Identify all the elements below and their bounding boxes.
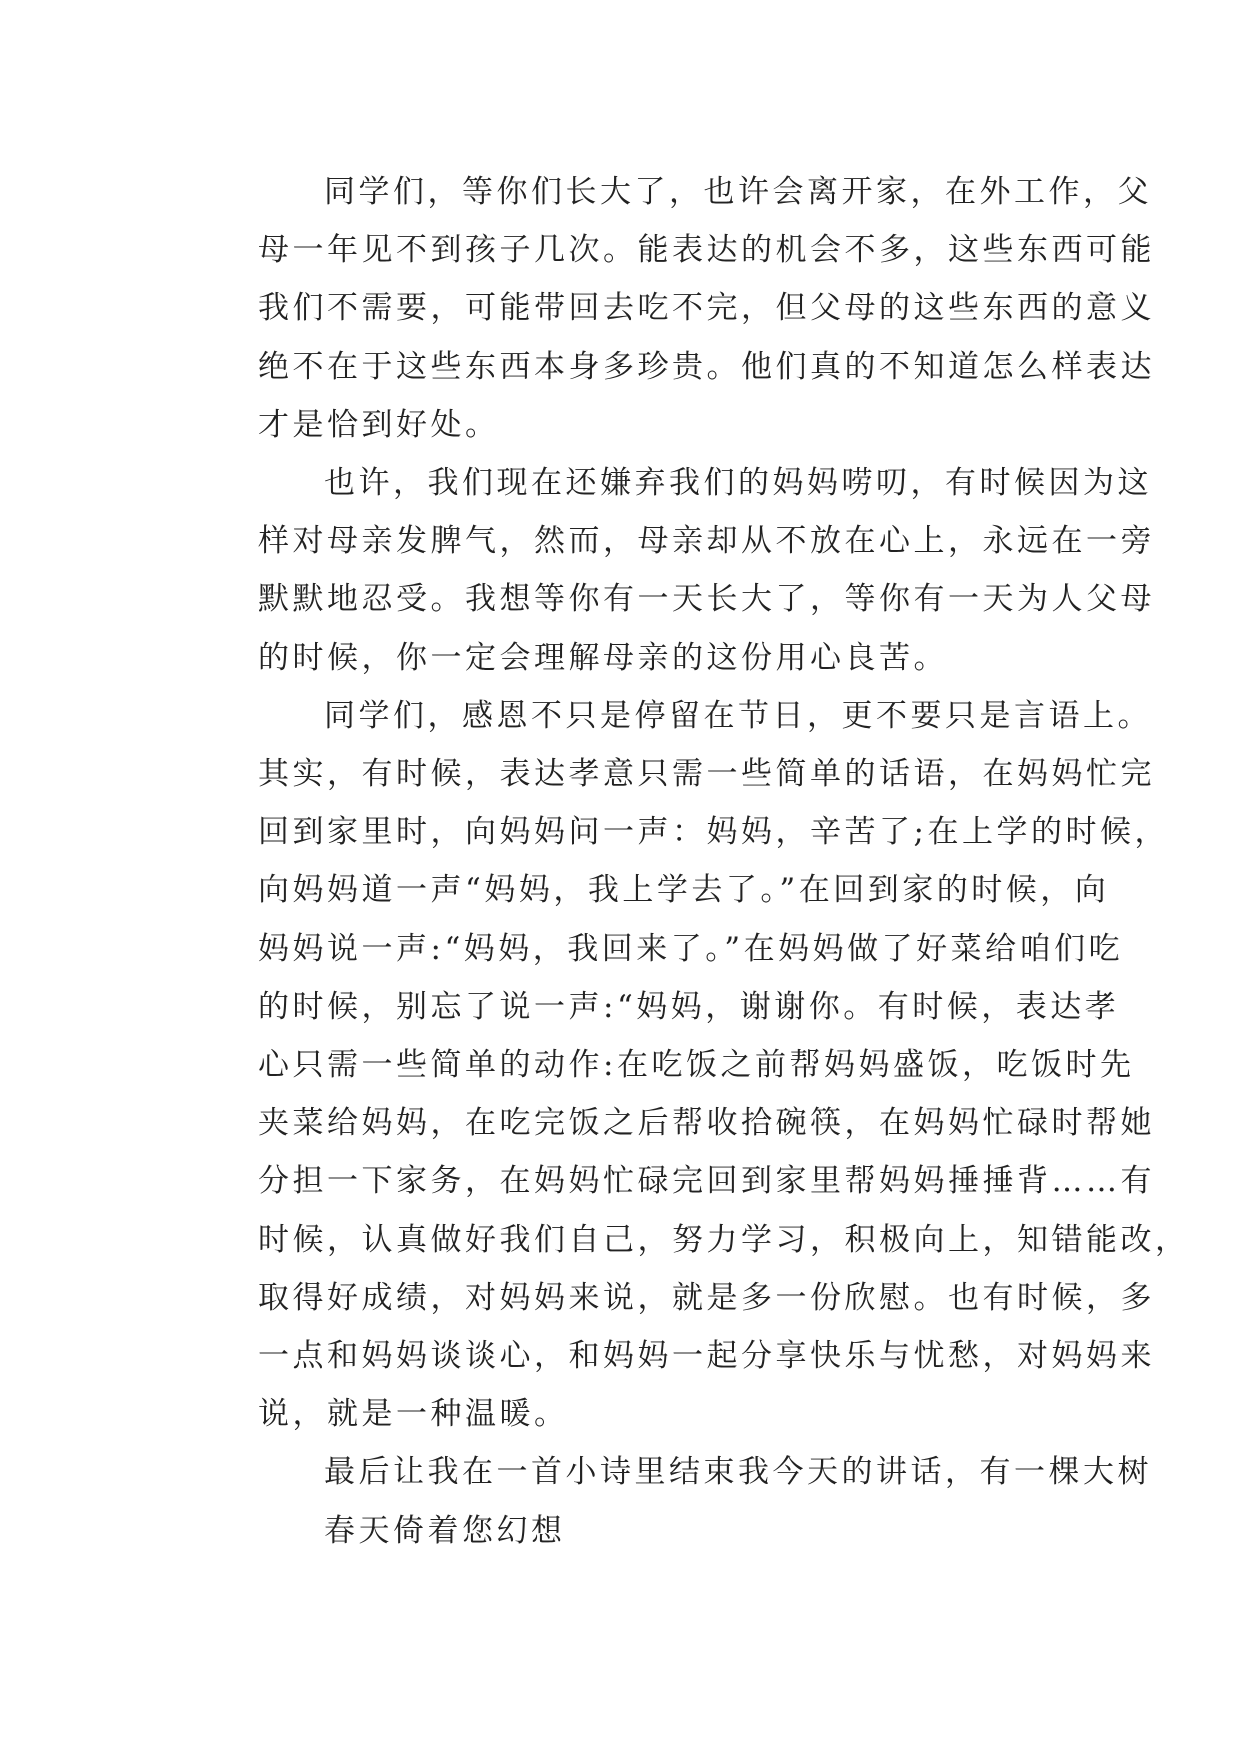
text-line: 的时候，别忘了说一声:“妈妈，谢谢你。有时候，表达孝 <box>258 988 1120 1025</box>
text-line: 我们不需要，可能带回去吃不完，但父母的这些东西的意义 <box>258 290 1155 327</box>
document-body <box>192 163 1190 1560</box>
text-line: 同学们，等你们长大了，也许会离开家，在外工作，父 <box>324 174 1152 210</box>
text-line: 春天倚着您幻想 <box>324 1512 566 1549</box>
paragraph-5 <box>192 1502 1052 1560</box>
text-line: 默默地忍受。我想等你有一天长大了，等你有一天为人父母 <box>258 581 1155 618</box>
text-line: 最后让我在一首小诗里结束我今天的讲话，有一棵大树 <box>324 1454 1152 1491</box>
text-line: 分担一下家务，在妈妈忙碌完回到家里帮妈妈捶捶背……有 <box>258 1163 1155 1200</box>
paragraph-2 <box>192 454 1155 687</box>
text-line: 的时候，你一定会理解母亲的这份用心良苦。 <box>258 639 948 676</box>
paragraph-1 <box>192 163 1155 454</box>
text-line: 也许，我们现在还嫌弃我们的妈妈唠叨，有时候因为这 <box>324 465 1152 502</box>
paragraph-4 <box>192 1443 1152 1501</box>
text-line: 回到家里时，向妈妈问一声：妈妈，辛苦了;在上学的时候， <box>258 814 1169 851</box>
text-line: 才是恰到好处。 <box>258 406 500 443</box>
paragraph-3 <box>192 687 1190 1444</box>
text-line: 一点和妈妈谈谈心，和妈妈一起分享快乐与忧愁，对妈妈来 <box>258 1338 1155 1375</box>
text-line: 样对母亲发脾气，然而，母亲却从不放在心上，永远在一旁 <box>258 523 1155 560</box>
text-line: 说，就是一种温暖。 <box>258 1396 569 1433</box>
text-line: 其实，有时候，表达孝意只需一些简单的话语，在妈妈忙完 <box>258 756 1155 793</box>
text-line: 同学们，感恩不只是停留在节日，更不要只是言语上。 <box>324 697 1152 734</box>
text-line: 夹菜给妈妈，在吃完饭之后帮收拾碗筷，在妈妈忙碌时帮她 <box>258 1105 1155 1142</box>
text-line: 取得好成绩，对妈妈来说，就是多一份欣慰。也有时候，多 <box>258 1279 1155 1316</box>
text-line: 妈妈说一声:“妈妈，我回来了。”在妈妈做了好菜给咱们吃 <box>258 930 1124 967</box>
text-line: 时候，认真做好我们自己，努力学习，积极向上，知错能改， <box>258 1221 1190 1258</box>
text-line: 向妈妈道一声“妈妈，我上学去了。”在回到家的时候，向 <box>258 872 1110 909</box>
text-line: 心只需一些简单的动作:在吃饭之前帮妈妈盛饭，吃饭时先 <box>258 1047 1135 1084</box>
text-line: 母一年见不到孩子几次。能表达的机会不多，这些东西可能 <box>258 232 1155 269</box>
text-line: 绝不在于这些东西本身多珍贵。他们真的不知道怎么样表达 <box>258 348 1155 385</box>
